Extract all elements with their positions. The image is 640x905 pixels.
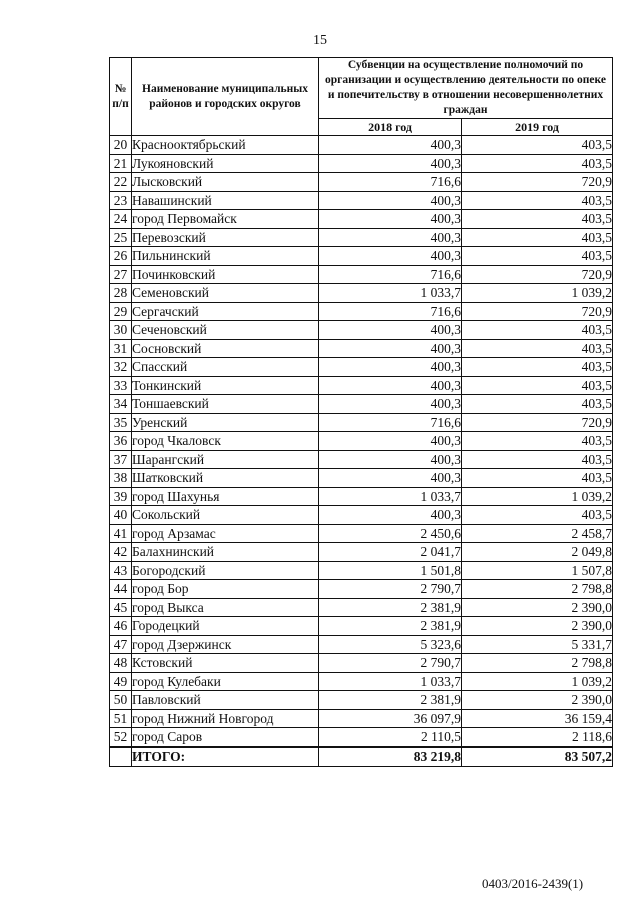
row-value-2018: 1 033,7 [319, 672, 462, 691]
row-value-2019: 2 390,0 [462, 598, 613, 617]
table-row [110, 210, 613, 229]
row-value-2018: 2 381,9 [319, 617, 462, 636]
row-number: 42 [110, 543, 132, 562]
row-name: город Чкаловск [132, 432, 319, 451]
row-name: Сосновский [132, 339, 319, 358]
row-value-2018: 5 323,6 [319, 635, 462, 654]
row-name: Сергачский [132, 302, 319, 321]
row-value-2018: 400,3 [319, 432, 462, 451]
row-value-2019: 403,5 [462, 247, 613, 266]
row-value-2018: 400,3 [319, 321, 462, 340]
row-value-2018: 2 110,5 [319, 728, 462, 747]
table-row [110, 154, 613, 173]
row-value-2019: 1 507,8 [462, 561, 613, 580]
row-value-2018: 400,3 [319, 450, 462, 469]
total-label: ИТОГО: [132, 747, 319, 767]
row-value-2018: 400,3 [319, 154, 462, 173]
table-row [110, 321, 613, 340]
table-row [110, 561, 613, 580]
table-row [110, 506, 613, 525]
row-name: Павловский [132, 691, 319, 710]
row-value-2018: 2 381,9 [319, 598, 462, 617]
row-value-2019: 403,5 [462, 321, 613, 340]
row-value-2018: 716,6 [319, 265, 462, 284]
total-2018: 83 219,8 [319, 747, 462, 767]
row-name: Перевозский [132, 228, 319, 247]
table-row [110, 487, 613, 506]
row-value-2019: 1 039,2 [462, 487, 613, 506]
header-name: Наименование муниципальных районов и городских округов [132, 58, 319, 136]
table-row [110, 654, 613, 673]
table-row [110, 265, 613, 284]
table-row [110, 173, 613, 192]
row-value-2019: 403,5 [462, 358, 613, 377]
row-number: 31 [110, 339, 132, 358]
row-value-2018: 2 450,6 [319, 524, 462, 543]
row-value-2018: 2 381,9 [319, 691, 462, 710]
row-value-2018: 400,3 [319, 395, 462, 414]
row-number: 28 [110, 284, 132, 303]
table-row [110, 469, 613, 488]
row-number: 36 [110, 432, 132, 451]
row-value-2019: 403,5 [462, 432, 613, 451]
document-code: 0403/2016-2439(1) [482, 876, 584, 891]
row-name: Лысковский [132, 173, 319, 192]
row-value-2019: 2 390,0 [462, 617, 613, 636]
row-value-2018: 400,3 [319, 191, 462, 210]
row-value-2019: 403,5 [462, 228, 613, 247]
row-name: Богородский [132, 561, 319, 580]
row-number: 21 [110, 154, 132, 173]
row-value-2018: 400,3 [319, 506, 462, 525]
row-name: Городецкий [132, 617, 319, 636]
row-name: Кстовский [132, 654, 319, 673]
row-value-2019: 403,5 [462, 210, 613, 229]
table-row [110, 450, 613, 469]
row-value-2019: 1 039,2 [462, 284, 613, 303]
row-number: 39 [110, 487, 132, 506]
row-value-2019: 720,9 [462, 173, 613, 192]
row-value-2018: 400,3 [319, 376, 462, 395]
row-name: Починковский [132, 265, 319, 284]
row-value-2018: 36 097,9 [319, 709, 462, 728]
row-value-2019: 403,5 [462, 339, 613, 358]
table-row [110, 635, 613, 654]
row-name: Шарангский [132, 450, 319, 469]
row-value-2019: 720,9 [462, 413, 613, 432]
row-number: 47 [110, 635, 132, 654]
row-name: город Нижний Новгород [132, 709, 319, 728]
row-number: 50 [110, 691, 132, 710]
row-number: 33 [110, 376, 132, 395]
row-name: Пильнинский [132, 247, 319, 266]
row-value-2018: 400,3 [319, 136, 462, 155]
total-number [110, 747, 132, 767]
row-value-2018: 400,3 [319, 247, 462, 266]
row-name: Сокольский [132, 506, 319, 525]
row-value-2018: 400,3 [319, 339, 462, 358]
header-year-2018: 2018 год [319, 119, 462, 136]
row-value-2019: 403,5 [462, 136, 613, 155]
row-name: Семеновский [132, 284, 319, 303]
row-number: 46 [110, 617, 132, 636]
row-value-2019: 403,5 [462, 469, 613, 488]
row-number: 22 [110, 173, 132, 192]
row-value-2019: 2 458,7 [462, 524, 613, 543]
row-name: Балахнинский [132, 543, 319, 562]
row-value-2018: 2 790,7 [319, 580, 462, 599]
row-number: 41 [110, 524, 132, 543]
table-row [110, 339, 613, 358]
row-number: 27 [110, 265, 132, 284]
row-name: город Кулебаки [132, 672, 319, 691]
row-name: Тонкинский [132, 376, 319, 395]
row-name: Шатковский [132, 469, 319, 488]
row-number: 30 [110, 321, 132, 340]
row-name: Спасский [132, 358, 319, 377]
table-row [110, 413, 613, 432]
total-row [110, 747, 613, 767]
table-row [110, 524, 613, 543]
table-row [110, 672, 613, 691]
row-value-2019: 403,5 [462, 191, 613, 210]
row-value-2019: 403,5 [462, 154, 613, 173]
row-number: 37 [110, 450, 132, 469]
row-value-2019: 403,5 [462, 506, 613, 525]
row-name: город Дзержинск [132, 635, 319, 654]
table-row [110, 432, 613, 451]
row-name: Сеченовский [132, 321, 319, 340]
row-name: Тоншаевский [132, 395, 319, 414]
page-number: 15 [313, 33, 327, 48]
total-2019: 83 507,2 [462, 747, 613, 767]
row-value-2019: 2 390,0 [462, 691, 613, 710]
row-name: город Арзамас [132, 524, 319, 543]
row-number: 26 [110, 247, 132, 266]
row-number: 29 [110, 302, 132, 321]
row-value-2019: 403,5 [462, 376, 613, 395]
row-number: 20 [110, 136, 132, 155]
row-number: 52 [110, 728, 132, 747]
row-number: 34 [110, 395, 132, 414]
row-number: 49 [110, 672, 132, 691]
row-value-2018: 1 033,7 [319, 487, 462, 506]
table-row [110, 617, 613, 636]
row-name: Лукояновский [132, 154, 319, 173]
row-value-2018: 1 501,8 [319, 561, 462, 580]
table-row [110, 598, 613, 617]
row-value-2018: 716,6 [319, 413, 462, 432]
row-number: 51 [110, 709, 132, 728]
table-row [110, 395, 613, 414]
row-value-2018: 716,6 [319, 302, 462, 321]
row-value-2019: 2 798,8 [462, 654, 613, 673]
table-row [110, 691, 613, 710]
table-row [110, 709, 613, 728]
table-row [110, 358, 613, 377]
header-number: № п/п [110, 58, 132, 136]
row-value-2019: 5 331,7 [462, 635, 613, 654]
table-row [110, 543, 613, 562]
row-name: город Первомайск [132, 210, 319, 229]
row-value-2018: 1 033,7 [319, 284, 462, 303]
row-value-2018: 400,3 [319, 210, 462, 229]
table-row [110, 580, 613, 599]
row-number: 44 [110, 580, 132, 599]
row-value-2019: 720,9 [462, 302, 613, 321]
row-number: 40 [110, 506, 132, 525]
row-name: город Выкса [132, 598, 319, 617]
row-number: 35 [110, 413, 132, 432]
row-name: город Шахунья [132, 487, 319, 506]
row-value-2018: 2 041,7 [319, 543, 462, 562]
row-name: Навашинский [132, 191, 319, 210]
table-row [110, 191, 613, 210]
row-number: 45 [110, 598, 132, 617]
row-value-2018: 2 790,7 [319, 654, 462, 673]
row-value-2018: 400,3 [319, 358, 462, 377]
row-name: город Саров [132, 728, 319, 747]
table-row [110, 228, 613, 247]
table-row [110, 136, 613, 155]
row-number: 32 [110, 358, 132, 377]
row-value-2019: 403,5 [462, 395, 613, 414]
row-number: 24 [110, 210, 132, 229]
row-value-2018: 400,3 [319, 469, 462, 488]
subsidy-table [109, 57, 613, 767]
header-year-2019: 2019 год [462, 119, 613, 136]
table-row [110, 247, 613, 266]
header-subsidy: Субвенции на осуществление полномочий по организации и осуществлению деятельности по опеке и попечительству в отношении несовершеннолетних граждан [319, 58, 613, 119]
row-value-2019: 1 039,2 [462, 672, 613, 691]
table-row [110, 376, 613, 395]
row-number: 43 [110, 561, 132, 580]
row-value-2019: 2 118,6 [462, 728, 613, 747]
row-name: Уренский [132, 413, 319, 432]
row-number: 25 [110, 228, 132, 247]
row-number: 23 [110, 191, 132, 210]
row-number: 48 [110, 654, 132, 673]
table-row [110, 728, 613, 747]
row-value-2018: 716,6 [319, 173, 462, 192]
row-value-2019: 720,9 [462, 265, 613, 284]
row-value-2019: 403,5 [462, 450, 613, 469]
row-value-2019: 2 049,8 [462, 543, 613, 562]
row-value-2019: 2 798,8 [462, 580, 613, 599]
row-name: Краснооктябрьский [132, 136, 319, 155]
row-value-2018: 400,3 [319, 228, 462, 247]
table-row [110, 284, 613, 303]
table-row [110, 302, 613, 321]
row-number: 38 [110, 469, 132, 488]
row-value-2019: 36 159,4 [462, 709, 613, 728]
row-name: город Бор [132, 580, 319, 599]
